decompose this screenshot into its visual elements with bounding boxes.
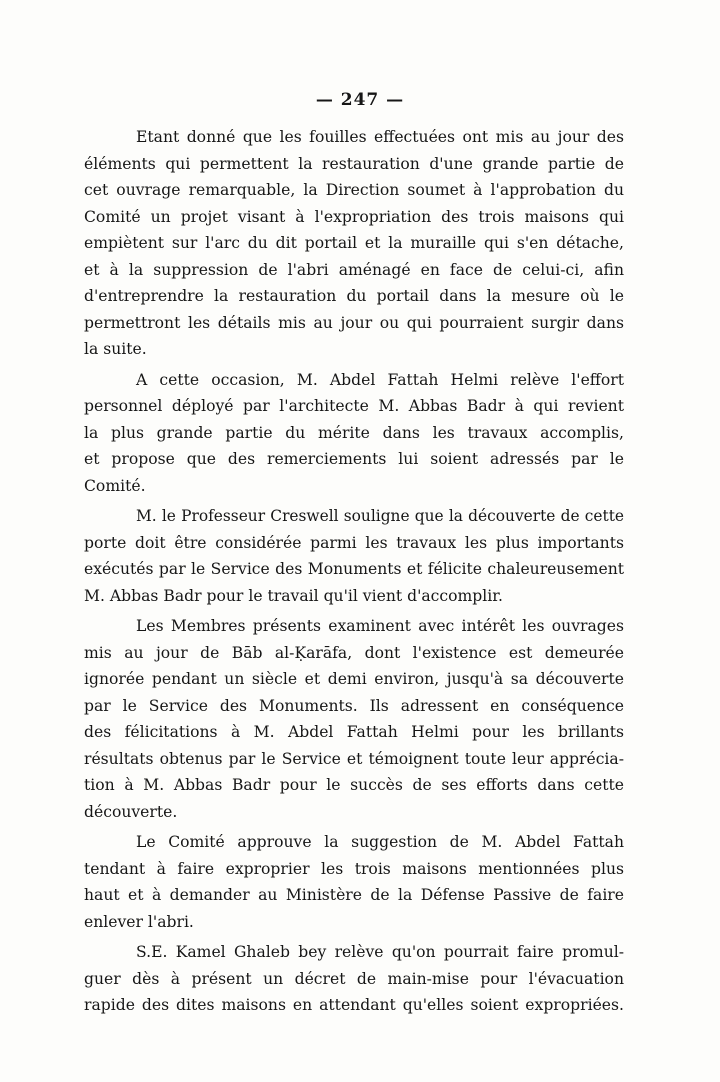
text-line: A cette occasion, M. Abdel Fattah Helmi relève l'effort	[136, 370, 624, 389]
text-line: découverte.	[84, 802, 178, 821]
text-line: enlever l'abri.	[84, 912, 194, 931]
text-line: des félicitations à M. Abdel Fattah Helmi pour les brillants	[84, 723, 624, 741]
text-line: M. Abbas Badr pour le travail qu'il vient d'accomplir.	[84, 586, 503, 605]
text-line: d'entreprendre la restauration du portail dans la mesure où le	[84, 287, 624, 305]
text-line: et propose que des remerciements lui soient adressés par le	[84, 450, 624, 468]
paragraph-2	[84, 367, 624, 500]
text-line: éléments qui permettent la restauration d'une grande partie de	[84, 154, 624, 173]
paragraph-1	[84, 124, 624, 363]
text-line: cet ouvrage remarquable, la Direction soumet à l'approbation du	[84, 181, 624, 199]
text-line: résultats obtenus par le Service et témoignent toute leur apprécia-	[84, 749, 624, 768]
text-line: la suite.	[84, 340, 147, 358]
body-text	[84, 124, 624, 1023]
text-line: tendant à faire exproprier les trois maisons mentionnées plus	[84, 859, 624, 878]
paragraph-6	[84, 939, 624, 1019]
text-line: et à la suppression de l'abri aménagé en face de celui-ci, afin	[84, 260, 624, 279]
text-line: permettront les détails mis au jour ou qui pourraient surgir dans	[84, 313, 624, 332]
text-line: M. le Professeur Creswell souligne que la découverte de cette	[136, 507, 624, 525]
text-line: haut et à demander au Ministère de la Défense Passive de faire	[84, 886, 624, 904]
text-line: mis au jour de Bāb al-Ḳarāfa, dont l'existence est demeurée	[84, 643, 624, 662]
text-line: guer dès à présent un décret de main-mise pour l'évacuation	[84, 969, 624, 988]
text-line: Comité un projet visant à l'expropriation des trois maisons qui	[84, 207, 624, 226]
text-line: empiètent sur l'arc du dit portail et la muraille qui s'en détache,	[84, 234, 624, 252]
text-line: Le Comité approuve la suggestion de M. Abdel Fattah	[136, 833, 624, 851]
text-line: par le Service des Monuments. Ils adressent en conséquence	[84, 696, 624, 715]
text-line: S.E. Kamel Ghaleb bey relève qu'on pourrait faire promul-	[136, 943, 624, 961]
text-line: tion à M. Abbas Badr pour le succès de ses efforts dans cette	[84, 776, 624, 794]
paragraph-4	[84, 613, 624, 825]
text-line: rapide des dites maisons en attendant qu'elles soient expropriées.	[84, 996, 624, 1014]
text-line: Les Membres présents examinent avec intérêt les ouvrages	[136, 617, 624, 635]
paragraph-3	[84, 503, 624, 609]
page-number: — 247 —	[315, 90, 405, 110]
text-line: exécutés par le Service des Monuments et félicite chaleureusement	[84, 560, 624, 578]
text-line: personnel déployé par l'architecte M. Abbas Badr à qui revient	[84, 397, 624, 415]
text-line: Comité.	[84, 476, 146, 495]
text-line: la plus grande partie du mérite dans les travaux accomplis,	[84, 423, 624, 442]
text-line: porte doit être considérée parmi les travaux les plus importants	[84, 533, 624, 552]
paragraph-5	[84, 829, 624, 935]
text-line: Etant donné que les fouilles effectuées ont mis au jour des	[136, 128, 624, 146]
text-line: ignorée pendant un siècle et demi environ, jusqu'à sa découverte	[84, 670, 624, 688]
